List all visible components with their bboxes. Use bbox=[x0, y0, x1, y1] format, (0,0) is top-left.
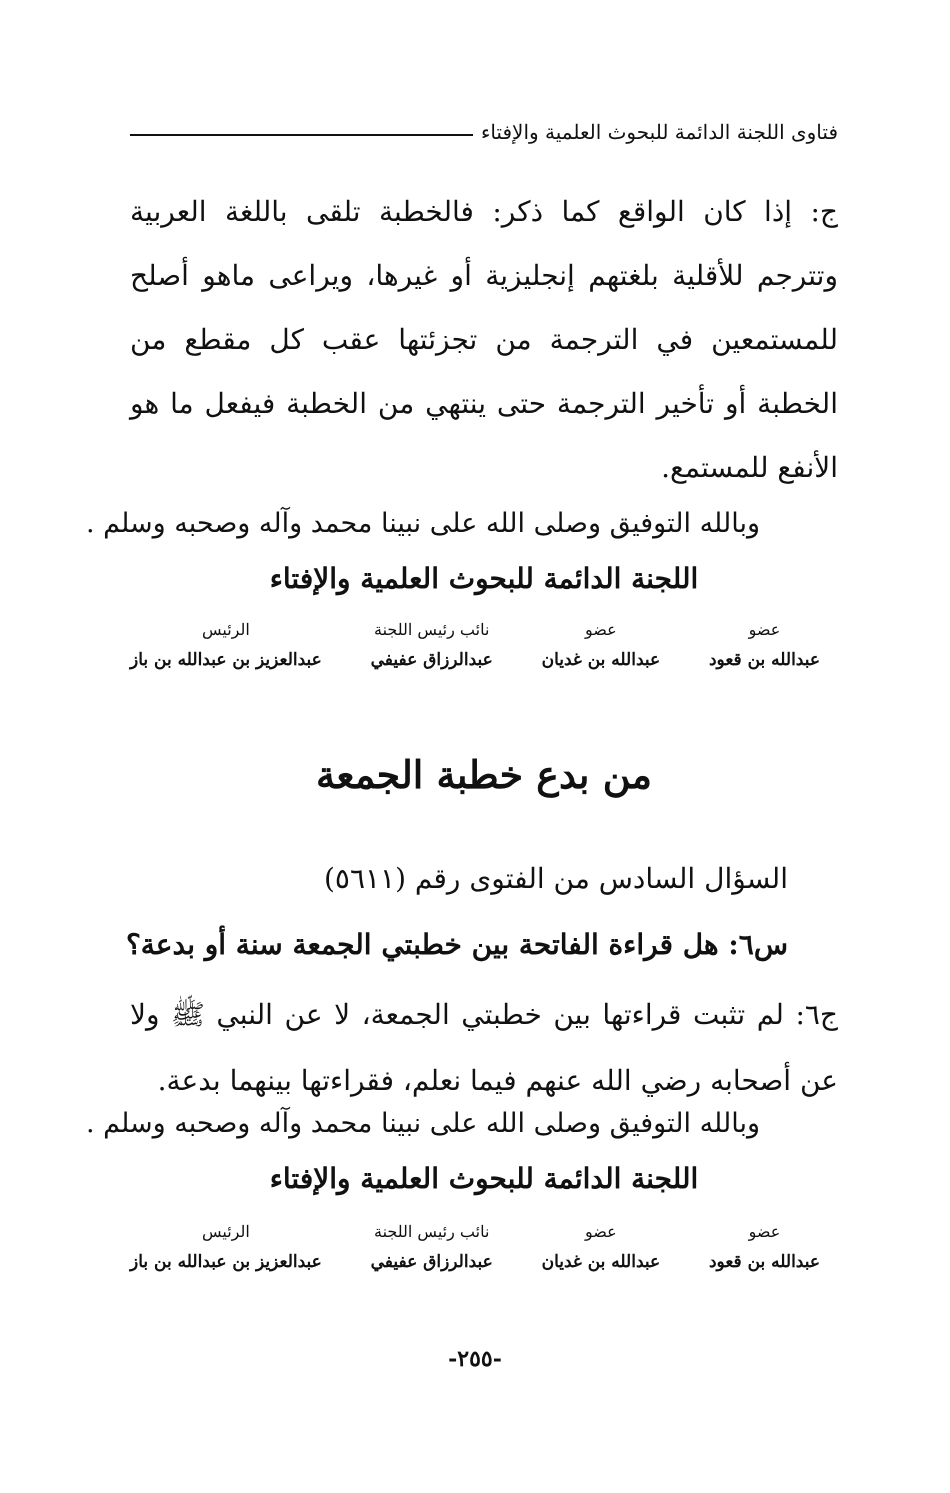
signatory-name: عبدالعزيز بن عبدالله بن باز bbox=[130, 1252, 322, 1272]
signatory-name: عبدالرزاق عفيفي bbox=[370, 650, 493, 670]
signatory bbox=[542, 1222, 661, 1272]
signatory-role: الرئيس bbox=[202, 620, 250, 639]
signatory-name: عبدالله بن قعود bbox=[708, 650, 820, 670]
committee-title-2: اللجنة الدائمة للبحوث العلمية والإفتاء bbox=[269, 1162, 699, 1195]
signatory bbox=[542, 620, 661, 670]
signatory-name: عبدالله بن غديان bbox=[541, 1252, 661, 1272]
question-text: س٦: هل قراءة الفاتحة بين خطبتي الجمعة سنة أو بدعة؟ bbox=[125, 928, 788, 961]
answer-paragraph-2: ج٦: لم تثبت قراءتها بين خطبتي الجمعة، لا عن النبي ﷺ ولا عن أصحابه رضي الله عنهم فيما نعلم، فقراءتها بينهما بدعة. bbox=[130, 998, 838, 1097]
running-header-rule bbox=[130, 134, 473, 136]
signatories-1 bbox=[130, 620, 820, 670]
signatory bbox=[130, 1222, 322, 1272]
signatory-name: عبدالعزيز بن عبدالله بن باز bbox=[130, 650, 322, 670]
signatory-name: عبدالرزاق عفيفي bbox=[370, 1252, 493, 1272]
signatory bbox=[371, 1222, 493, 1272]
signatory-role: عضو bbox=[748, 1222, 781, 1241]
section-heading: من بدع خطبة الجمعة bbox=[315, 752, 652, 797]
signatory-name: عبدالله بن غديان bbox=[541, 650, 661, 670]
signatory-role: عضو bbox=[585, 620, 617, 639]
page-number: -٢٥٥- bbox=[448, 1346, 502, 1372]
signatory-role: نائب رئيس اللجنة bbox=[373, 620, 490, 639]
signatory bbox=[709, 1222, 820, 1272]
answer-paragraph-1: ج: إذا كان الواقع كما ذكر: فالخطبة تلقى باللغة العربية وتترجم للأقلية بلغتهم إنجليزية أو غيرها، ويراعى ماهو أصلح للمستمعين في الترجمة من تجزئتها عقب كل مقطع من الخطبة أو تأخير الترجمة حتى ينتهي من الخطبة فيفعل ما هو الأنفع للمستمع. bbox=[130, 195, 838, 484]
signatory-role: الرئيس bbox=[202, 1222, 250, 1241]
signatory-role: نائب رئيس اللجنة bbox=[373, 1222, 490, 1241]
closing-formula-2: وبالله التوفيق وصلى الله على نبينا محمد وآله وصحبه وسلم . bbox=[85, 1108, 760, 1139]
signatory-role: عضو bbox=[585, 1222, 617, 1241]
signatory bbox=[130, 620, 322, 670]
signatories-2 bbox=[130, 1222, 820, 1272]
running-header-title: فتاوى اللجنة الدائمة للبحوث العلمية والإفتاء bbox=[480, 120, 838, 144]
signatory-role: عضو bbox=[748, 620, 781, 639]
signatory bbox=[371, 620, 493, 670]
signatory bbox=[709, 620, 820, 670]
signatory-name: عبدالله بن قعود bbox=[708, 1252, 820, 1272]
committee-title-1: اللجنة الدائمة للبحوث العلمية والإفتاء bbox=[269, 562, 699, 595]
closing-formula-1: وبالله التوفيق وصلى الله على نبينا محمد وآله وصحبه وسلم . bbox=[85, 508, 760, 539]
question-reference: السؤال السادس من الفتوى رقم (٥٦١١) bbox=[323, 862, 788, 895]
running-header bbox=[130, 112, 838, 152]
